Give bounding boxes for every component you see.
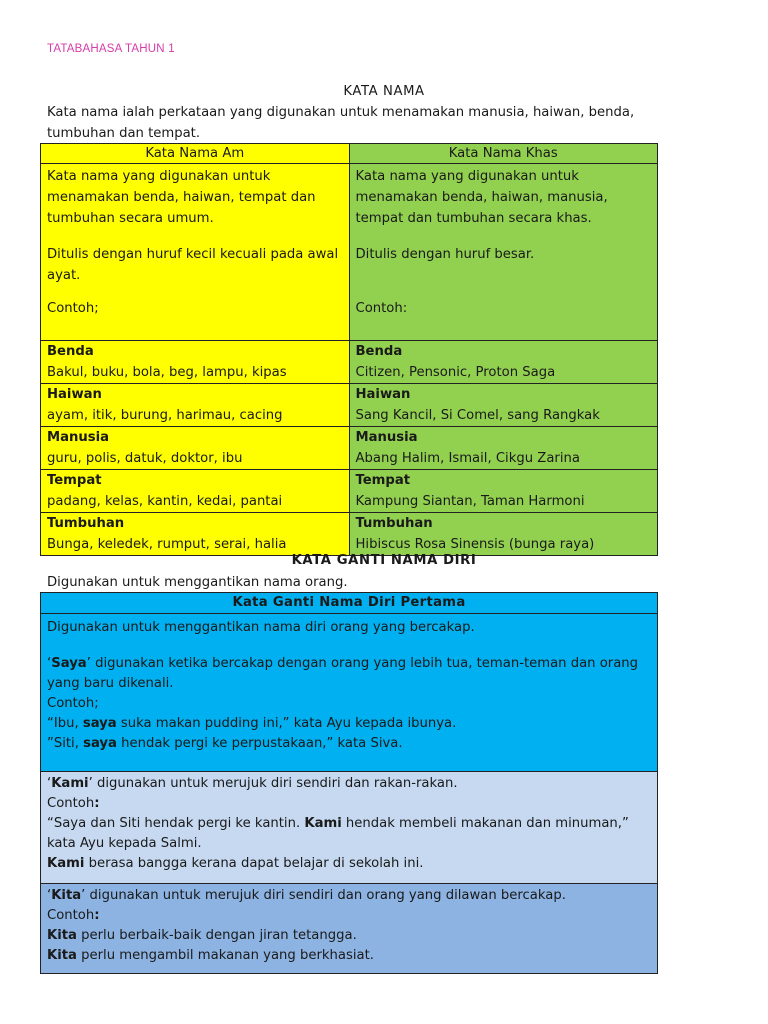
am-category-benda: Benda Bakul, buku, bola, beg, lampu, kipas — [41, 341, 350, 384]
document-header: TATABAHASA TAHUN 1 — [47, 43, 175, 55]
kita-section: ‘Kita’ digunakan untuk merujuk diri sendiri dan orang yang dilawan bercakap. Contoh: Kita perlu berbaik-baik dengan jiran tetangga. Kita perlu mengambil makanan yang berkhasiat. — [41, 884, 658, 974]
kata-nama-khas-description — [349, 164, 658, 341]
kami-contoh-label: Contoh — [47, 796, 95, 811]
kata-nama-am-heading: Kata Nama Am — [41, 144, 350, 164]
saya-definition: Digunakan untuk menggantikan nama diri orang yang bercakap. — [47, 620, 475, 635]
kata-ganti-table-heading: Kata Ganti Nama Diri Pertama — [41, 593, 658, 614]
kami-section: ‘Kami’ digunakan untuk merujuk diri sendiri dan rakan-rakan. Contoh: “Saya dan Siti hendak pergi ke kantin. Kami hendak membeli makanan dan minuman,” kata Ayu kepada Salmi. Kami berasa bangga kerana dapat belajar di sekolah ini. — [41, 772, 658, 884]
kata-nama-title: KATA NAMA — [343, 84, 425, 99]
kata-nama-am-description — [41, 164, 350, 341]
am-category-tempat: Tempat padang, kelas, kantin, kedai, pantai — [41, 470, 350, 513]
am-definition: Kata nama yang digunakan untuk menamakan benda, haiwan, tempat dan tumbuhan secara umum. — [47, 169, 316, 226]
kata-nama-intro: Kata nama ialah perkataan yang digunakan untuk menamakan manusia, haiwan, benda, tumbuhan dan tempat. — [47, 105, 635, 141]
am-writing-rule: Ditulis dengan huruf kecil kecuali pada awal ayat. — [47, 247, 339, 283]
khas-category-tumbuhan: Tumbuhan Hibiscus Rosa Sinensis (bunga raya) — [349, 513, 658, 556]
am-contoh-label: Contoh; — [47, 301, 99, 316]
am-category-manusia: Manusia guru, polis, datuk, doktor, ibu — [41, 427, 350, 470]
saya-contoh-label: Contoh; — [47, 696, 99, 711]
khas-category-manusia: Manusia Abang Halim, Ismail, Cikgu Zarina — [349, 427, 658, 470]
kata-nama-khas-heading: Kata Nama Khas — [349, 144, 658, 164]
khas-category-haiwan: Haiwan Sang Kancil, Si Comel, sang Rangkak — [349, 384, 658, 427]
kita-description: digunakan untuk merujuk diri sendiri dan orang yang dilawan bercakap. — [85, 888, 566, 903]
saya-section: Digunakan untuk menggantikan nama diri orang yang bercakap. ‘Saya’ digunakan ketika bercakap dengan orang yang lebih tua, teman-teman dan orang yang baru dikenali. Contoh; “Ibu, saya suka makan pudding ini,” kata Ayu kepada ibunya. ”Siti, saya hendak pergi ke perpustakaan,” kata Siva. — [41, 614, 658, 772]
kita-word: Kita — [51, 888, 82, 903]
khas-category-tempat: Tempat Kampung Siantan, Taman Harmoni — [349, 470, 658, 513]
khas-category-benda: Benda Citizen, Pensonic, Proton Saga — [349, 341, 658, 384]
khas-definition: Kata nama yang digunakan untuk menamakan benda, haiwan, manusia, tempat dan tumbuhan secara khas. — [355, 169, 608, 226]
kata-nama-table — [40, 143, 658, 556]
kata-ganti-table — [40, 592, 658, 974]
am-category-tumbuhan: Tumbuhan Bunga, keledek, rumput, serai, halia — [41, 513, 350, 556]
kata-ganti-intro: Digunakan untuk menggantikan nama orang. — [47, 575, 348, 590]
saya-description: digunakan ketika bercakap dengan orang yang lebih tua, teman-teman dan orang yang baru dikenali. — [47, 656, 639, 691]
kata-ganti-title: KATA GANTI NAMA DIRI — [291, 553, 477, 568]
kami-description: digunakan untuk merujuk diri sendiri dan rakan-rakan. — [92, 776, 458, 791]
saya-word: Saya — [51, 656, 87, 671]
khas-writing-rule: Ditulis dengan huruf besar. — [355, 247, 535, 262]
kita-contoh-label: Contoh — [47, 908, 95, 923]
am-category-haiwan: Haiwan ayam, itik, burung, harimau, cacing — [41, 384, 350, 427]
khas-contoh-label: Contoh: — [355, 301, 408, 316]
kami-word: Kami — [51, 776, 89, 791]
